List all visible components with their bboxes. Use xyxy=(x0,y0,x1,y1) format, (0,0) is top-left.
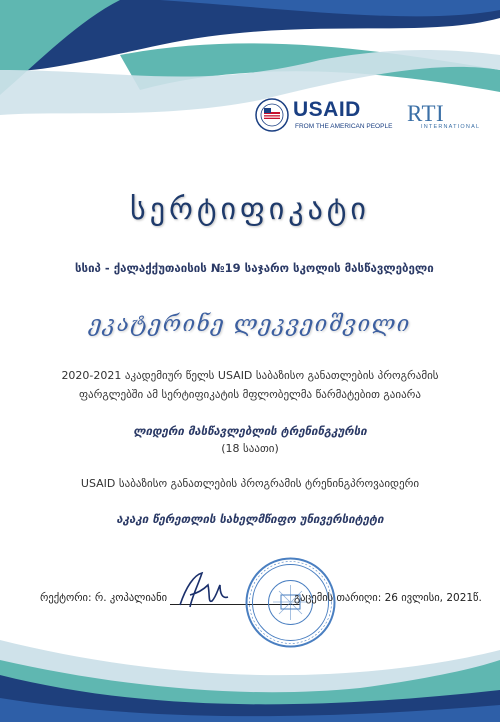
course-hours: (18 საათი) xyxy=(221,442,279,455)
issue-date: გაცემის თარიღი: 26 ივლისი, 2021წ. xyxy=(294,592,482,604)
university-name: აკაკი წერეთლის სახელმწიფო უნივერსიტეტი xyxy=(116,512,384,526)
usaid-logo xyxy=(293,98,361,122)
recipient-name: ეკატერინე ლეკვეიშვილი xyxy=(89,312,411,337)
signature xyxy=(172,567,242,615)
rti-logo xyxy=(407,101,480,130)
rti-tagline: INTERNATIONAL xyxy=(421,124,481,130)
rti-wordmark: RTI xyxy=(407,101,445,126)
provider-line: USAID საბაზისო განათლების პროგრამის ტრენინგპროვაიდერი xyxy=(80,477,420,490)
rector-label: რექტორი: რ. კოპალიანი xyxy=(40,592,168,604)
body-line-2: ფარგლებში ამ სერტიფიკატის მფლობელმა წარმატებით გაიარა xyxy=(78,388,422,401)
usaid-seal-icon xyxy=(255,98,289,132)
sponsor-logos xyxy=(255,98,485,138)
certificate-title: სერტიფიკატი xyxy=(130,192,370,227)
body-line-1: 2020-2021 აკადემიურ წელს USAID საბაზისო განათლების პროგრამის xyxy=(61,369,439,382)
course-name: ლიდერი მასწავლებლის ტრენინგკურსი xyxy=(133,424,367,438)
usaid-wordmark: USAID xyxy=(293,98,361,121)
usaid-tagline: FROM THE AMERICAN PEOPLE xyxy=(295,123,393,130)
school-line: სსიპ - ქალაქქუთაისის №19 საჯარო სკოლის მასწავლებელი xyxy=(75,261,434,275)
